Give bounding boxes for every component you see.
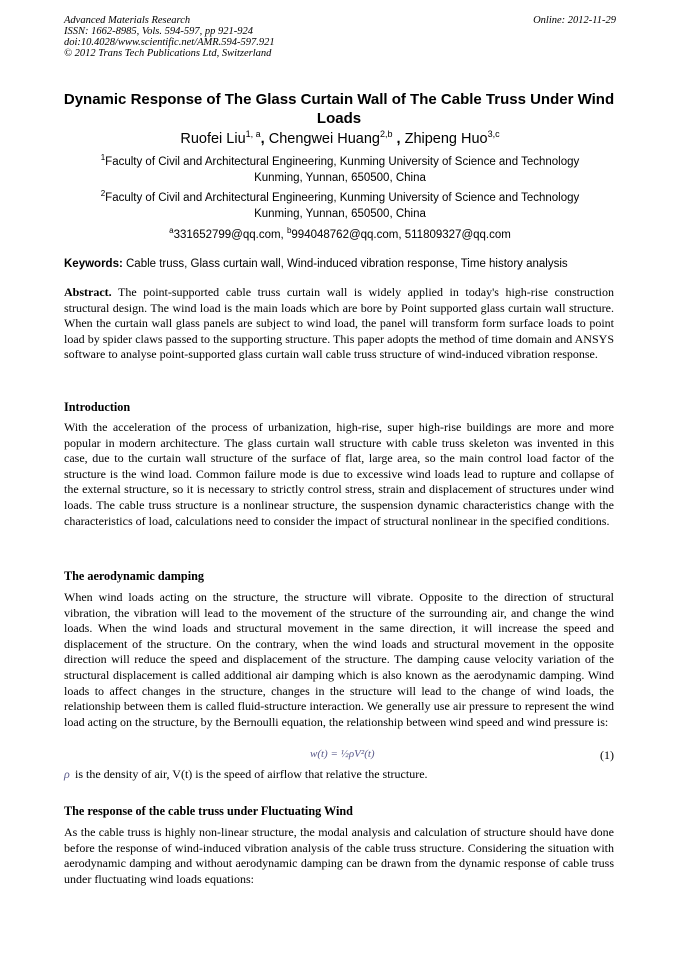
affiliation-sup: 2 — [100, 189, 106, 198]
introduction-text: With the acceleration of the process of urbanization, high-rise, super high-rise buildings are more and more popular in modern architecture. The glass curtain wall structure with cable truss skeleton was invented in this case, due to the curtain wall structure of the surface of flat, large area, so the main control load factor of the structure is the wind load. Common failure mode is due to excessive wind loads lead to rupture and collapse of the external structure, so it is necessary to strictly control stress, strain and displacement of structures under wind loads. The cable truss structure is a nonlinear structure, the suspension dynamic characteristics change with the characteristics of load, calculations need to consider the impact of structural nonlinear in the specified conditions. — [64, 420, 614, 528]
journal-header — [64, 15, 616, 59]
rho-definition — [64, 766, 614, 782]
affiliation-sup: 1 — [100, 153, 106, 162]
rho-symbol: ρ — [64, 767, 70, 781]
email-link[interactable]: 331652799@qq.com, — [173, 229, 287, 241]
paper-title: Dynamic Response of The Glass Curtain Wall of The Cable Truss Under Wind Loads — [63, 91, 615, 127]
author-sup: 3,c — [487, 129, 500, 139]
equation-number: (1) — [600, 748, 614, 762]
email-sup: b — [286, 226, 292, 235]
keywords — [64, 256, 624, 272]
copyright-line: © 2012 Trans Tech Publications Ltd, Switzerland — [64, 48, 272, 59]
author-separator: , — [260, 131, 269, 147]
email-link[interactable]: 994048762@qq.com, 511809327@qq.com — [291, 229, 511, 241]
abstract — [64, 285, 614, 363]
author-separator: , — [392, 131, 405, 147]
equation-1 — [64, 748, 614, 764]
affiliation-line: Kunming, Yunnan, 650500, China — [254, 172, 426, 184]
online-date: Online: 2012-11-29 — [533, 15, 616, 26]
affiliation-line: Faculty of Civil and Architectural Engineering, Kunming University of Science and Technology — [105, 156, 580, 168]
journal-name: Advanced Materials Research — [64, 15, 191, 26]
keywords-label: Keywords: — [64, 258, 123, 270]
abstract-label: Abstract. — [64, 285, 112, 299]
section-heading-aerodynamic-damping: The aerodynamic damping — [64, 569, 204, 583]
keywords-text: Cable truss, Glass curtain wall, Wind-induced vibration response, Time history analysis — [122, 258, 568, 270]
aerodynamic-damping-text: When wind loads acting on the structure, the structure will vibrate. Opposite to the direction of structural vibration, the vibration will lead to the movement of the structure of the surrounding air, and change the wind loads. When the wind loads and structural movement in the same direction, it will increase the speed and displacement of the structure. On the contrary, when the wind loads and structural movement in the opposite direction will reduce the speed and displacement of the structure. The damping cause velocity variation of the structural displacement is called additional air damping which is also known as the aerodynamic damping. Wind loads to affect changes in the structure, changes in the structure will lead to the change of wind loads, the relationship between them is called fluid-structure interaction. We generally use air pressure to represent the wind load acting on the structure, by the Bernoulli equation, the relationship between wind speed and wind pressure is: — [64, 590, 614, 729]
author-list — [64, 130, 616, 148]
doi-line[interactable]: doi:10.4028/www.scientific.net/AMR.594-597.921 — [64, 37, 275, 48]
abstract-text: The point-supported cable truss curtain wall is widely applied in today's high-rise construction structural design. The wind load is the main loads which are bore by Point supported glass curtain wall structure. When the curtain wall glass panels are subject to wind load, the panel will transform form surface loads to point load by spider claws passed to the supporting structure. This paper adopts the method of time domain and ANSYS software to analyse point-supported glass curtain wall cable truss structure of wind-induced vibration response. — [64, 285, 614, 362]
affiliation-line: Kunming, Yunnan, 650500, China — [254, 208, 426, 220]
author-sup: 2,b — [379, 129, 393, 139]
affiliation-1 — [64, 154, 616, 186]
affiliation-line: Faculty of Civil and Architectural Engineering, Kunming University of Science and Technology — [105, 192, 580, 204]
author-sup: 1, a — [245, 129, 261, 139]
cable-truss-response-text: As the cable truss is highly non-linear structure, the modal analysis and calculation of structure should have done before the response of wind-induced vibration analysis of the cable truss structure. Considering the situation with aerodynamic damping and without aerodynamic damping can be drawn from the dynamic response of cable truss under fluctuating wind loads equations: — [64, 825, 614, 886]
issn-line: ISSN: 1662-8985, Vols. 594-597, pp 921-924 — [64, 26, 253, 37]
section-heading-cable-truss-response: The response of the cable truss under Fluctuating Wind — [64, 804, 353, 818]
author-name: Chengwei Huang — [268, 131, 380, 147]
email-line — [64, 227, 616, 243]
equation-formula: w(t) = ½ρV²(t) — [310, 748, 375, 760]
author-name: Ruofei Liu — [180, 131, 246, 147]
email-sup: a — [169, 226, 174, 235]
rho-definition-text: is the density of air, V(t) is the speed of airflow that relative the structure. — [72, 767, 428, 781]
section-heading-introduction: Introduction — [64, 400, 131, 414]
affiliation-2 — [64, 190, 616, 222]
author-name: Zhipeng Huo — [404, 131, 488, 147]
